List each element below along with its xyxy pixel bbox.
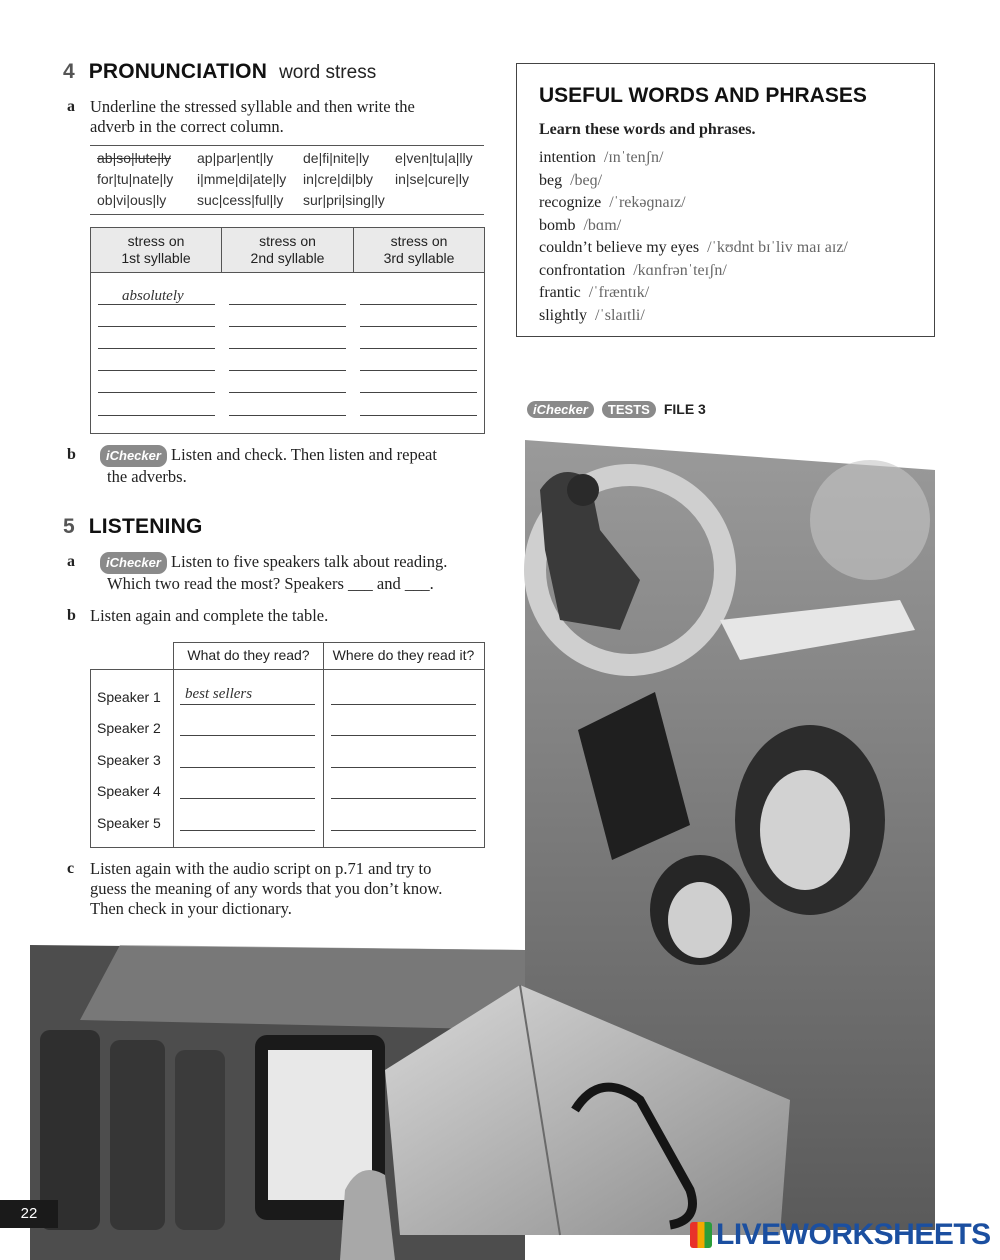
tests-badge[interactable]: TESTS xyxy=(602,401,656,418)
vocab-word: confrontation xyxy=(539,261,626,279)
word-item[interactable]: in|cre|di|bly xyxy=(303,171,374,187)
vocab-item xyxy=(539,170,848,193)
vocab-ipa: /kɑnfrənˈteɪʃn/ xyxy=(633,261,727,279)
reading-photo-collage xyxy=(0,430,1000,1260)
watermark-logo-icon xyxy=(690,1222,712,1248)
child-face xyxy=(668,882,732,958)
instruction-4a xyxy=(90,97,415,137)
collage-circle xyxy=(810,460,930,580)
answer-blank[interactable] xyxy=(98,348,215,349)
instruction-line: adverb in the correct column. xyxy=(90,117,284,136)
header-line: 2nd syllable xyxy=(250,250,325,266)
instruction-line: Listen to five speakers talk about reading. xyxy=(171,552,448,571)
watermark-text: LIVEWORKSHEETS xyxy=(716,1218,991,1251)
answer-blank[interactable] xyxy=(360,348,477,349)
section-title: LISTENING xyxy=(88,515,203,538)
useful-words-box xyxy=(516,63,935,337)
vocab-word: frantic xyxy=(539,284,581,301)
answer-blank[interactable] xyxy=(229,370,346,371)
answer-blank[interactable] xyxy=(98,415,215,416)
liveworksheets-watermark xyxy=(690,1218,991,1252)
vocab-item xyxy=(539,237,848,260)
useful-words-title: USEFUL WORDS AND PHRASES xyxy=(539,84,867,107)
answer-blank[interactable] xyxy=(229,392,346,393)
answer-blank[interactable] xyxy=(360,415,477,416)
vocab-word: bomb xyxy=(539,216,576,234)
speaker-label: Speaker 3 xyxy=(97,752,161,768)
answer-blank[interactable] xyxy=(360,326,477,327)
header-line: stress on xyxy=(127,233,185,249)
speaker-label: Speaker 4 xyxy=(97,783,161,799)
section-number: 5 xyxy=(63,515,75,538)
word-item[interactable]: de|fi|nite|ly xyxy=(303,150,370,166)
useful-words-list xyxy=(539,147,848,327)
speaker-label: Speaker 2 xyxy=(97,720,161,736)
useful-words-intro: Learn these words and phrases. xyxy=(539,121,756,138)
file-label: FILE 3 xyxy=(663,401,706,417)
vocab-item xyxy=(539,260,848,283)
speaker-label: Speaker 1 xyxy=(97,689,161,705)
divider xyxy=(90,214,484,215)
word-item[interactable]: i|mme|di|ate|ly xyxy=(197,171,287,187)
exercise-letter: c xyxy=(67,860,75,877)
vocab-item xyxy=(539,305,848,328)
word-item[interactable]: ap|par|ent|ly xyxy=(197,150,274,166)
header-line: 3rd syllable xyxy=(383,250,455,266)
word-item[interactable]: e|ven|tu|a|lly xyxy=(395,150,473,166)
answer-blank[interactable] xyxy=(229,326,346,327)
train-ceiling xyxy=(80,945,525,1030)
instruction-5b: Listen again and complete the table. xyxy=(90,606,329,625)
stress-table xyxy=(90,227,485,434)
vocab-word: beg xyxy=(539,171,563,189)
ichecker-badge[interactable]: iChecker xyxy=(100,445,167,467)
ichecker-badge[interactable]: iChecker xyxy=(527,401,594,418)
header-line: stress on xyxy=(390,233,448,249)
word-item[interactable]: sur|pri|sing|ly xyxy=(303,192,385,208)
vocab-word: slightly xyxy=(539,306,588,324)
vocab-item xyxy=(539,215,848,238)
answer-blank[interactable] xyxy=(229,348,346,349)
vocab-word: intention xyxy=(539,149,596,166)
example-answer: best sellers xyxy=(185,686,253,702)
speaker-label: Speaker 5 xyxy=(97,815,161,831)
answer-blank[interactable] xyxy=(229,304,346,305)
ichecker-badge[interactable]: iChecker xyxy=(100,552,167,574)
instruction-line: Underline the stressed syllable and then write the xyxy=(90,97,415,116)
example-answer: absolutely xyxy=(122,288,184,304)
cyclist-head xyxy=(567,474,599,506)
answer-blank[interactable] xyxy=(98,304,215,305)
vocab-item xyxy=(539,192,848,215)
exercise-letter: b xyxy=(67,446,76,463)
answer-blank[interactable] xyxy=(98,326,215,327)
word-item[interactable]: ab|so|lute|ly xyxy=(97,150,171,166)
section-subtitle: word stress xyxy=(279,62,377,83)
answer-blank[interactable] xyxy=(360,370,477,371)
train-seat xyxy=(110,1040,165,1230)
vocab-item xyxy=(539,147,848,170)
instruction-line: Then check in your dictionary. xyxy=(90,899,292,918)
woman-face xyxy=(760,770,850,890)
vocab-ipa: /bɑm/ xyxy=(583,216,622,234)
instruction-line: guess the meaning of any words that you don’t know. xyxy=(90,879,443,898)
divider xyxy=(90,145,484,146)
vocab-item xyxy=(539,282,848,305)
column-header-2nd xyxy=(222,233,353,267)
answer-blank[interactable] xyxy=(360,392,477,393)
section-4-heading xyxy=(63,60,376,84)
answer-blank[interactable] xyxy=(98,370,215,371)
page-number: 22 xyxy=(0,1200,58,1228)
exercise-letter: a xyxy=(67,98,75,115)
word-item[interactable]: suc|cess|ful|ly xyxy=(197,192,284,208)
header-line: stress on xyxy=(259,233,316,249)
word-item[interactable]: in|se|cure|ly xyxy=(395,171,469,187)
vocab-ipa: /ɪnˈtenʃn/ xyxy=(603,149,664,166)
exercise-letter: a xyxy=(67,553,75,570)
exercise-letter: b xyxy=(67,607,76,624)
vocab-ipa: /ˈslaɪtli/ xyxy=(595,306,645,324)
answer-blank[interactable] xyxy=(360,304,477,305)
answer-blank[interactable] xyxy=(229,415,346,416)
section-number: 4 xyxy=(63,60,75,83)
answer-blank[interactable] xyxy=(98,392,215,393)
vocab-ipa: /beɡ/ xyxy=(570,171,603,189)
vocab-ipa: /ˈrekəɡnaɪz/ xyxy=(609,194,686,211)
instruction-line: Which two read the most? Speakers ___ and ___. xyxy=(107,574,434,593)
vocab-ipa: /ˈfræntɪk/ xyxy=(588,284,650,301)
instruction-line: Listen and check. Then listen and repeat xyxy=(171,445,437,464)
column-header-where: Where do they read it? xyxy=(332,647,475,663)
instruction-line: Listen again with the audio script on p.71 and try to xyxy=(90,859,432,878)
column-header-3rd xyxy=(354,233,484,267)
header-line: 1st syllable xyxy=(121,250,191,266)
tests-row xyxy=(527,401,706,419)
train-seat xyxy=(175,1050,225,1230)
vocab-word: couldn’t believe my eyes xyxy=(539,239,700,256)
word-item[interactable]: ob|vi|ous|ly xyxy=(97,192,167,208)
column-header-1st xyxy=(91,233,221,267)
vocab-ipa: /ˈkʊdnt bɪˈliv maɪ aɪz/ xyxy=(707,239,848,256)
column-header-what: What do they read? xyxy=(187,647,310,663)
vocab-word: recognize xyxy=(539,194,602,211)
instruction-line: the adverbs. xyxy=(107,467,187,486)
word-item[interactable]: for|tu|nate|ly xyxy=(97,171,174,187)
section-title: PRONUNCIATION xyxy=(88,60,268,83)
